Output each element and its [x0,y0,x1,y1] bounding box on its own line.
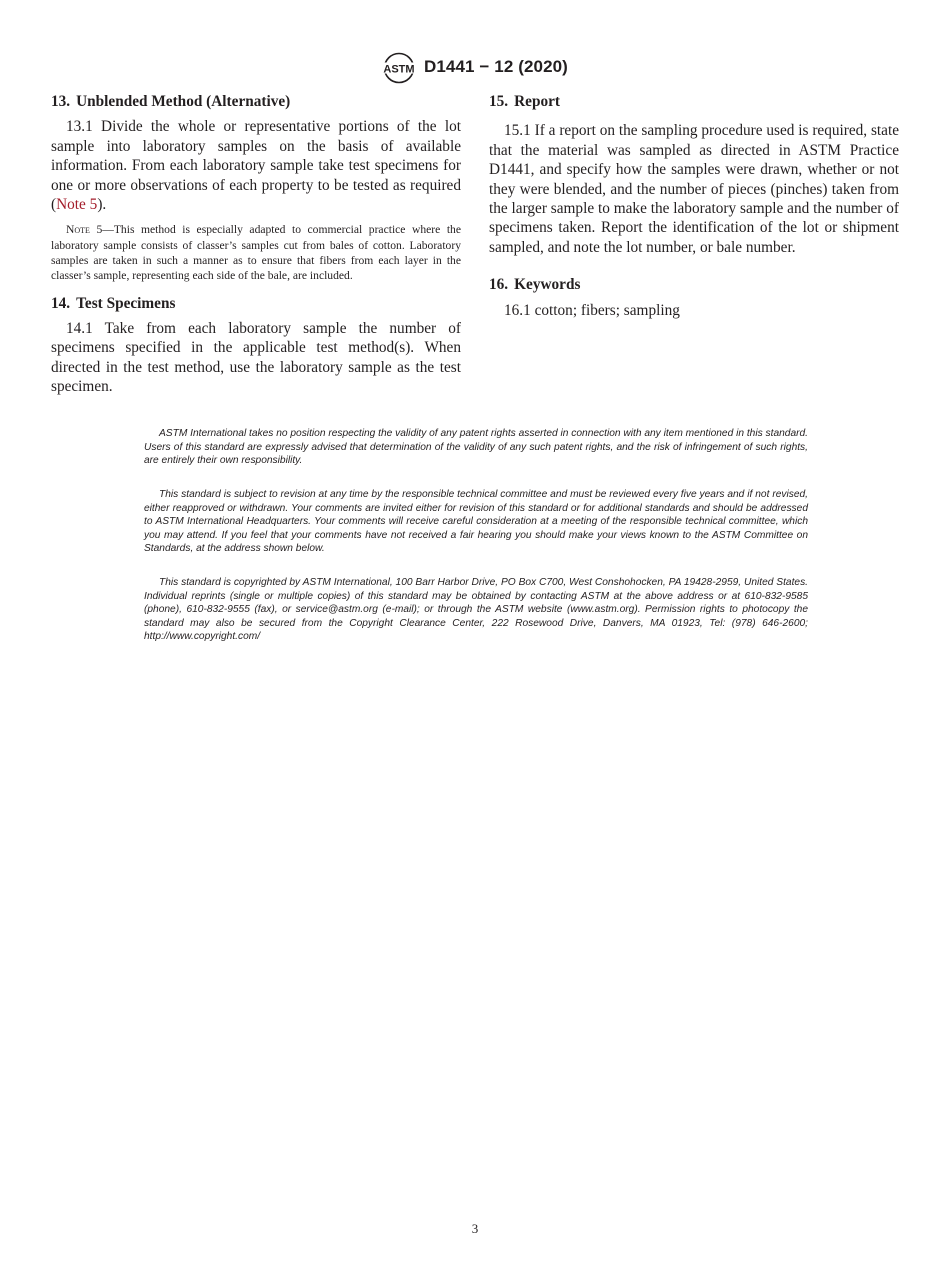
page-header [0,52,950,84]
paragraph-text: 13.1 Divide the whole or representative portions of the lot sample into laboratory samples on the basis of available information. From each laboratory sample take test specimens for one or more observations of each property to be tested as required ( [51,118,461,214]
revision-notice: This standard is subject to revision at any time by the responsible technical committee and must be reviewed every five years and if not revised, either reapproved or withdrawn. Your comments are invited either for revision of this standard or for additional standards and should be addressed to ASTM International Headquarters. Your comments will receive careful consideration at a meeting of the responsible technical committee, which you may attend. If you feel that your comments have not received a fair hearing you should make your views known to the ASTM Committee on Standards, at the address shown below. [144,489,808,555]
right-column [489,92,899,328]
page-number: 3 [471,1221,479,1236]
section-13-heading [51,92,461,111]
astm-logo-icon [380,52,418,84]
section-number: 13. [51,93,71,110]
svg-text:ASTM: ASTM [383,63,415,76]
section-14-heading [51,294,461,313]
copyright-notice: This standard is copyrighted by ASTM International, 100 Barr Harbor Drive, PO Box C700, West Conshohocken, PA 19428-2959, United States. Individual reprints (single or multiple copies) of this standard may be obtained by contacting ASTM at the above address or at 610-832-9585 (phone), 610-832-9555 (fax), or service@astm.org (e-mail); or through the ASTM website (www.astm.org). Permission rights to photocopy the standard may also be secured from the Copyright Clearance Center, 222 Rosewood Drive, Danvers, MA 01923, Tel: (978) 646-2600; http://www.copyright.com/ [144,577,808,643]
section-number: 16. [489,276,509,294]
section-number: 14. [51,294,71,312]
left-column [51,92,461,405]
section-title: Keywords [514,276,581,294]
section-title: Unblended Method (Alternative) [76,93,291,110]
section-title: Test Specimens [76,294,176,312]
paragraph-14-1: 14.1 Take from each laboratory sample the number of specimens specified in the applicable test method(s). When directed in the test method, use the laboratory sample as the test specimen. [51,320,461,396]
paragraph-13-1 [51,117,461,214]
paragraph-15-1: 15.1 If a report on the sampling procedure used is required, state that the material was sampled as directed in ASTM Practice D1441, and specify how the samples were drawn, whether or not they were blended, and the number of pieces (pinches) taken from the larger sample to make the laboratory sample and the number of specimens taken. Report the identification of the lot or shipment sampled, and note the lot number, or bale number. [489,122,899,256]
note-5 [51,222,461,283]
section-15-heading [489,92,899,111]
section-number: 15. [489,93,509,110]
section-16-heading [489,275,899,294]
patent-disclaimer: ASTM International takes no position respecting the validity of any patent rights asserted in connection with any item mentioned in this standard. Users of this standard are expressly advised that determination of the validity of any such patent rights, and the risk of infringement of such rights, are entirely their own responsibility. [144,428,808,467]
section-title: Report [514,93,561,110]
note-text: 5—This method is especially adapted to commercial practice where the laboratory sample consists of classer’s samples cut from bales of cotton. Laboratory samples are taken in such a manner as to ensure that fibers from each layer in the classer’s sample, representing each side of the bale, are included. [51,223,461,283]
note-5-link[interactable]: Note 5 [56,196,98,214]
paragraph-16-1: 16.1 cotton; fibers; sampling [504,301,680,319]
note-label: Note [66,223,90,237]
document-id: D1441 − 12 (2020) [424,57,568,76]
paragraph-text-end: ). [97,196,107,214]
